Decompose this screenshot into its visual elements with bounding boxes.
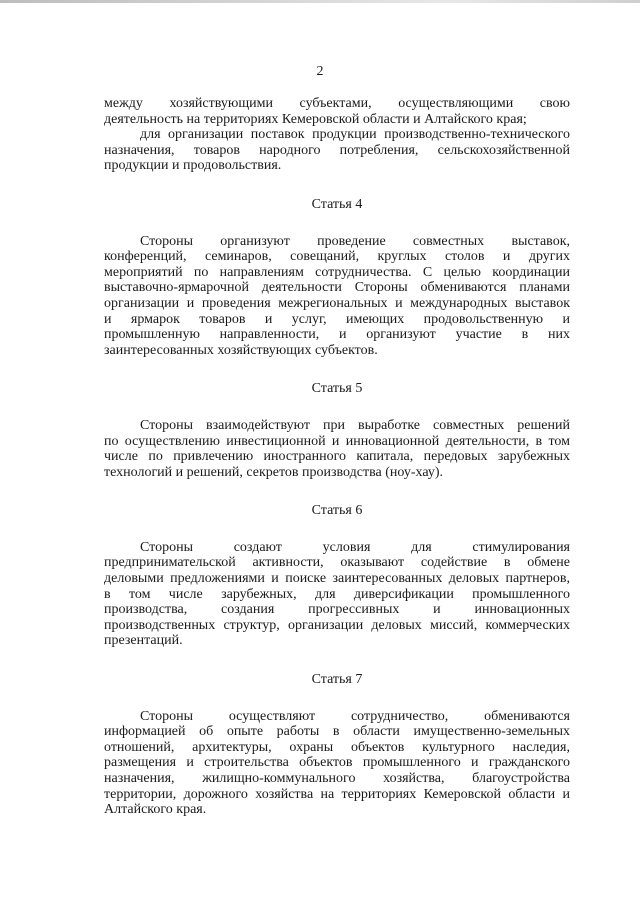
article-5-heading: Статья 5	[311, 381, 363, 397]
text-line: деятельность на территориях Кемеровской области и Алтайского края;	[104, 111, 527, 127]
text-line: производственных структур, организации деловых миссий, коммерческих	[104, 617, 570, 633]
article-6-heading: Статья 6	[311, 503, 363, 519]
text-line: отношений, архитектуры, охраны объектов культурного наследия,	[104, 739, 570, 755]
paragraph-intro-1	[104, 96, 570, 127]
article-6-text	[104, 540, 570, 649]
text-line: презентаций.	[104, 633, 183, 649]
text-line: информацией об опыте работы в области имущественно-земельных	[104, 724, 570, 740]
text-line: Стороны организуют проведение совместных выставок,	[140, 233, 570, 249]
text-line: промышленную направленности, и организуют участие в них	[104, 327, 570, 343]
text-line: территории, дорожного хозяйства на территориях Кемеровской области и	[104, 786, 570, 802]
text-line: деловыми предложениями и поиске заинтересованных деловых партнеров,	[104, 571, 570, 587]
text-line: в том числе зарубежных, для диверсификации промышленного	[104, 586, 570, 602]
text-line: Стороны взаимодействуют при выработке совместных решений	[140, 417, 570, 433]
text-line: между хозяйствующими субъектами, осуществляющими свою	[104, 96, 570, 111]
text-line: размещения и строительства объектов промышленного и гражданского	[104, 755, 570, 771]
scan-edge-line	[0, 0, 640, 3]
article-4-text	[104, 234, 570, 359]
paragraph-intro-2	[104, 127, 570, 174]
text-line: числе по привлечению иностранного капитала, передовых зарубежных	[104, 449, 570, 465]
article-4-heading: Статья 4	[311, 196, 363, 212]
text-line: мероприятий по направлениям сотрудничества. С целью координации	[104, 264, 570, 280]
text-line: производства, создания прогрессивных и инновационных	[104, 602, 570, 618]
text-line: Алтайского края.	[104, 802, 207, 818]
document-body	[104, 96, 570, 818]
page-number: 2	[316, 64, 324, 79]
article-7-text	[104, 709, 570, 818]
text-line: технологий и решений, секретов производства (ноу-хау).	[104, 464, 443, 480]
text-line: назначения, жилищно-коммунального хозяйства, благоустройства	[104, 771, 570, 786]
text-line: конференций, семинаров, совещаний, круглых столов и других	[104, 249, 570, 265]
text-line: Стороны осуществляют сотрудничество, обмениваются	[140, 708, 570, 724]
text-line: назначения, товаров народного потребления, сельскохозяйственной	[104, 142, 570, 158]
text-line: организации и проведения межрегиональных и международных выставок	[104, 295, 570, 311]
article-7-heading: Статья 7	[311, 672, 363, 688]
text-line: выставочно-ярмарочной деятельности Стороны обмениваются планами	[104, 280, 570, 296]
text-line: предпринимательской активности, оказывают содействие в обмене	[104, 555, 570, 571]
text-line: Стороны создают условия для стимулирования	[140, 539, 570, 555]
text-line: продукции и продовольствия.	[104, 158, 282, 174]
text-line: и ярмарок товаров и услуг, имеющих продовольственную и	[104, 311, 570, 327]
text-line: для организации поставок продукции производственно-технического	[140, 127, 570, 143]
text-line: по осуществлению инвестиционной и инновационной деятельности, в том	[104, 433, 570, 449]
article-5-text	[104, 418, 570, 480]
text-line: заинтересованных хозяйствующих субъектов.	[104, 342, 378, 358]
